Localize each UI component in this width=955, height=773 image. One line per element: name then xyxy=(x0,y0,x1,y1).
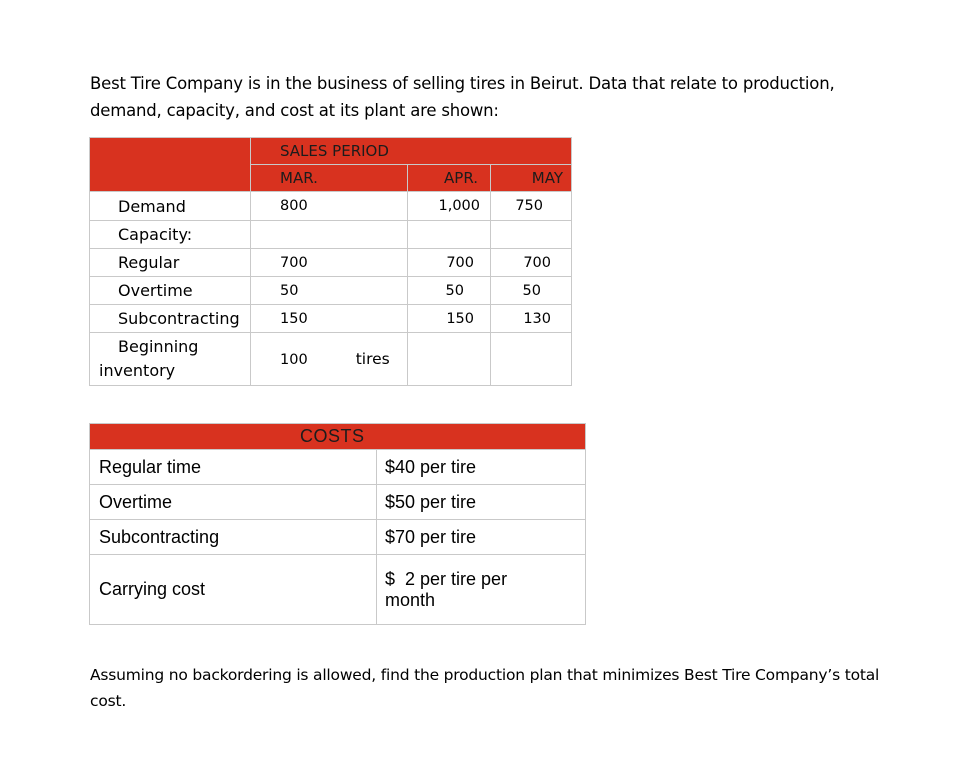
cost-row xyxy=(90,450,586,485)
regular-may: 700 xyxy=(491,249,572,277)
month-apr: APR. xyxy=(408,165,491,192)
row-beginning-inventory xyxy=(90,333,572,386)
intro-paragraph xyxy=(90,70,890,124)
intro-line-1: Best Tire Company is in the business of selling tires in Beirut. Data that relate to production, xyxy=(90,74,835,93)
header-empty-cell xyxy=(90,138,251,192)
month-may: MAY xyxy=(491,165,572,192)
beginning-inventory-label xyxy=(90,333,251,386)
overtime-mar: 50 xyxy=(251,277,408,305)
beginning-inventory-label-line-2: inventory xyxy=(99,361,176,380)
cost-label-subcontracting: Subcontracting xyxy=(90,520,377,555)
subcontracting-label: Subcontracting xyxy=(90,305,251,333)
subcontracting-mar: 150 xyxy=(251,305,408,333)
cost-label-regular-time: Regular time xyxy=(90,450,377,485)
question-line-1: Assuming no backordering is allowed, find the production plan that minimizes Best Tire Company’s total xyxy=(90,666,880,684)
regular-label: Regular xyxy=(90,249,251,277)
cost-row xyxy=(90,520,586,555)
capacity-label: Capacity: xyxy=(90,221,251,249)
demand-label: Demand xyxy=(90,192,251,221)
capacity-mar xyxy=(251,221,408,249)
beginning-inventory-value: 100 xyxy=(280,352,308,368)
overtime-may: 50 xyxy=(491,277,572,305)
cost-row xyxy=(90,485,586,520)
cost-value-regular-time: $40 per tire xyxy=(377,450,586,485)
question-paragraph xyxy=(90,662,890,714)
intro-line-2: demand, capacity, and cost at its plant are shown: xyxy=(90,101,499,120)
demand-mar: 800 xyxy=(251,192,408,221)
sales-period-title: SALES PERIOD xyxy=(251,138,572,165)
costs-table xyxy=(89,423,586,625)
capacity-apr xyxy=(408,221,491,249)
sales-period-table xyxy=(89,137,572,386)
overtime-label: Overtime xyxy=(90,277,251,305)
sales-header-row-1 xyxy=(90,138,572,165)
regular-mar: 700 xyxy=(251,249,408,277)
costs-header-row xyxy=(90,424,586,450)
costs-header: COSTS xyxy=(90,424,586,450)
cost-label-carrying-cost: Carrying cost xyxy=(90,555,377,625)
beginning-inventory-unit: tires xyxy=(355,350,390,368)
demand-apr: 1,000 xyxy=(408,192,491,221)
row-regular xyxy=(90,249,572,277)
carrying-cost-line-1: $ 2 per tire per xyxy=(385,568,508,589)
row-overtime xyxy=(90,277,572,305)
beginning-inventory-value-cell xyxy=(251,333,408,386)
cost-value-carrying-cost xyxy=(377,555,586,625)
month-mar: MAR. xyxy=(251,165,408,192)
subcontracting-may: 130 xyxy=(491,305,572,333)
cost-value-overtime: $50 per tire xyxy=(377,485,586,520)
cost-value-subcontracting: $70 per tire xyxy=(377,520,586,555)
beginning-inventory-may xyxy=(491,333,572,386)
overtime-apr: 50 xyxy=(408,277,491,305)
carrying-cost-line-2: month xyxy=(385,589,436,610)
question-line-2: cost. xyxy=(90,692,127,710)
beginning-inventory-apr xyxy=(408,333,491,386)
demand-may: 750 xyxy=(491,192,572,221)
row-capacity xyxy=(90,221,572,249)
cost-label-overtime: Overtime xyxy=(90,485,377,520)
beginning-inventory-label-line-1: Beginning xyxy=(118,337,199,356)
regular-apr: 700 xyxy=(408,249,491,277)
subcontracting-apr: 150 xyxy=(408,305,491,333)
capacity-may xyxy=(491,221,572,249)
cost-row xyxy=(90,555,586,625)
row-demand xyxy=(90,192,572,221)
row-subcontracting xyxy=(90,305,572,333)
